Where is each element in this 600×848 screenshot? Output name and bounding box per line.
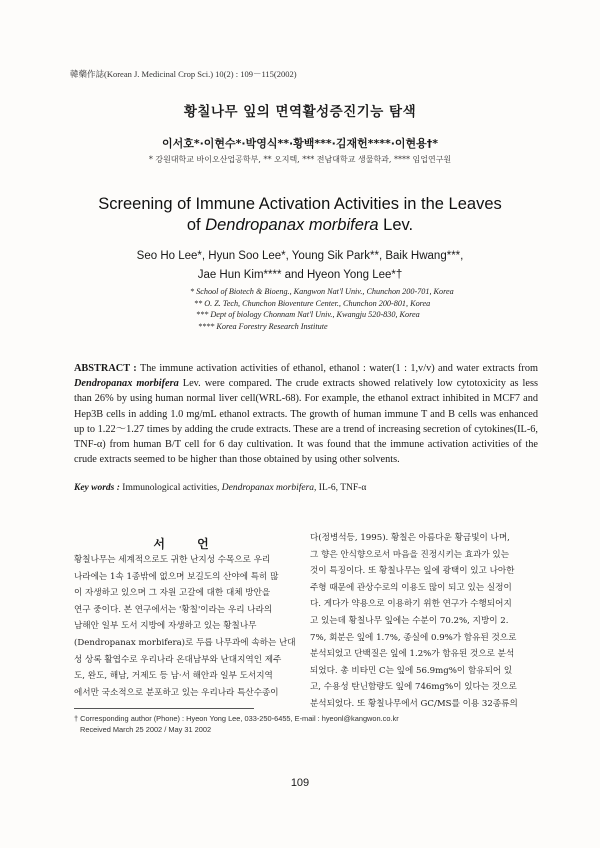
keywords-label: Key words : <box>74 483 120 493</box>
text-line: 에서만 국소적으로 분포하고 있는 우리나라 특산수종이 <box>74 687 279 698</box>
text-line: 황칠나무는 세계적으로도 귀한 난지성 수목으로 우리 <box>74 555 271 565</box>
text-line: 남해안 일부 도서 지방에 자생하고 있는 황칠나무 <box>74 621 257 632</box>
footnote-divider <box>74 708 254 709</box>
text-line: (Dendropanax morbifera)로 두릅 나무과에 속하는 난대 <box>74 637 296 648</box>
left-column-text <box>74 552 302 701</box>
keywords: Key words : Immunological activities, Dendropanax morbifera, IL-6, TNF-α <box>74 483 367 493</box>
text-line: 분석되었다. 또 황칠나무에서 GC/MS를 이용 32종류의 <box>310 698 518 709</box>
text-line: 주형 때문에 관상수로의 이용도 많이 되고 있는 실정이 <box>310 582 512 593</box>
footnote-corresponding: † Corresponding author (Phone) : Hyeon Yong Lee, 033-250-6455, E-mail : hyeonl@kangwon.co.kr <box>74 714 399 723</box>
text-line: 되었다. 총 비타민 C는 잎에 56.9mg%이 함유되어 있 <box>310 665 513 676</box>
text-line: 다(정병석등, 1995). 황칠은 아름다운 황금빛이 나며, <box>310 533 510 543</box>
english-affiliations <box>190 286 454 332</box>
affiliation-4: **** Korea Forestry Research Institute <box>198 321 328 331</box>
text-line: 7%, 회분은 잎에 1.7%, 종실에 0.9%가 함유된 것으로 <box>310 632 517 643</box>
footnote-received: Received March 25 2002 / May 31 2002 <box>80 725 212 734</box>
page-number: 109 <box>290 777 310 789</box>
english-title-species: Dendropanax morbifera <box>205 216 379 234</box>
text-line: 것이 특징이다. 또 황칠나무는 잎에 광택이 있고 나아한 <box>310 566 515 577</box>
abstract: ABSTRACT : The immune activation activities of ethanol, ethanol : water(1 : 1,v/v) and water extracts from Dendropanax morbifera Lev. were compared. The crude extracts showed relatively low cytotoxicity as less than 26% by using human normal liver cell(WRL-68). For example, the ethanol extract inhibited in MCF7 and Hep3B cells in adding 1.0 mg/mL ethanol extracts. The growth of human immune T and B cells was enhanced up to 1.22～1.27 times by adding the crude extracts. These are a trend of increasing secretion of cytokines(IL-6, TNF-α) from human B/T cell for 6 day cultivation. It was found that the immune activation activities of the crude extracts seemed to be higher than those obtained by using other solvents. <box>74 363 539 466</box>
text-line: 나라에는 1속 1종밖에 없으며 보길도의 산야에 특히 많 <box>74 571 279 582</box>
text-line: 이 자생하고 있으며 그 자원 고갈에 대한 대체 방안을 <box>74 588 271 599</box>
text-line: 도, 완도, 해남, 거제도 등 남·서 해안과 일부 도서지역 <box>74 671 273 682</box>
text-line: 고 있는데 황칠나무 잎에는 수분이 70.2%, 지방이 2. <box>310 615 509 626</box>
text-line: 성 상록 활엽수로 우리나라 온대남부와 난대지역인 제주 <box>74 654 282 665</box>
text-line: 고, 수용성 탄닌함량도 잎에 746mg%이 있다는 것으로 <box>310 682 517 693</box>
english-title-line1: Screening of Immune Activation Activities in the Leaves <box>98 195 502 213</box>
affiliation-1: * School of Biotech & Bioeng., Kangwon Nat'l Univ., Chunchon 200-701, Korea <box>190 287 454 296</box>
journal-header: 韓藥作誌(Korean J. Medicinal Crop Sci.) 10(2) : 109－115(2002) <box>70 69 297 79</box>
korean-authors: 이서호*·이현수*·박영식**·황백***·김재헌****·이현용†* <box>161 137 439 150</box>
text-line: 연구 중이다. 본 연구에서는 '황칠'이라는 우리 나라의 <box>74 604 273 615</box>
footnote <box>74 713 399 735</box>
english-title <box>0 194 600 236</box>
affiliation-3: *** Dept of biology Chonnam Nat'l Univ., Kwangju 520-830, Korea <box>196 310 420 319</box>
section-title-introduction: 서 언 <box>153 537 223 551</box>
right-column-text <box>310 530 538 713</box>
korean-affiliations: * 강원대학교 바이오산업공학부, ** 오지텍, *** 전남대학교 생물학과, **** 임업연구원 <box>148 155 452 164</box>
abstract-label: ABSTRACT : <box>74 363 137 374</box>
text-line: 다. 게다가 약용으로 이용하기 위한 연구가 수행되어지 <box>310 599 512 610</box>
english-title-line2: of Dendropanax morbifera Lev. <box>186 216 414 234</box>
affiliation-2: ** O. Z. Tech, Chunchon Bioventure Center., Chunchon 200-801, Korea <box>194 298 431 308</box>
text-line: 분석되었고 단백질은 잎에 1.2%가 함유된 것으로 분석 <box>310 649 515 660</box>
korean-title: 황칠나무 잎의 면역활성증진기능 탐색 <box>183 104 417 120</box>
english-authors: Seo Ho Lee*, Hyun Soo Lee*, Young Sik Park**, Baik Hwang***, Jae Hun Kim**** and Hyeon Yong Lee*† <box>136 250 464 281</box>
text-line: 그 향은 안식향으로서 마음을 진정시키는 효과가 있는 <box>310 549 510 560</box>
abstract-species: Dendropanax morbifera <box>74 378 179 390</box>
